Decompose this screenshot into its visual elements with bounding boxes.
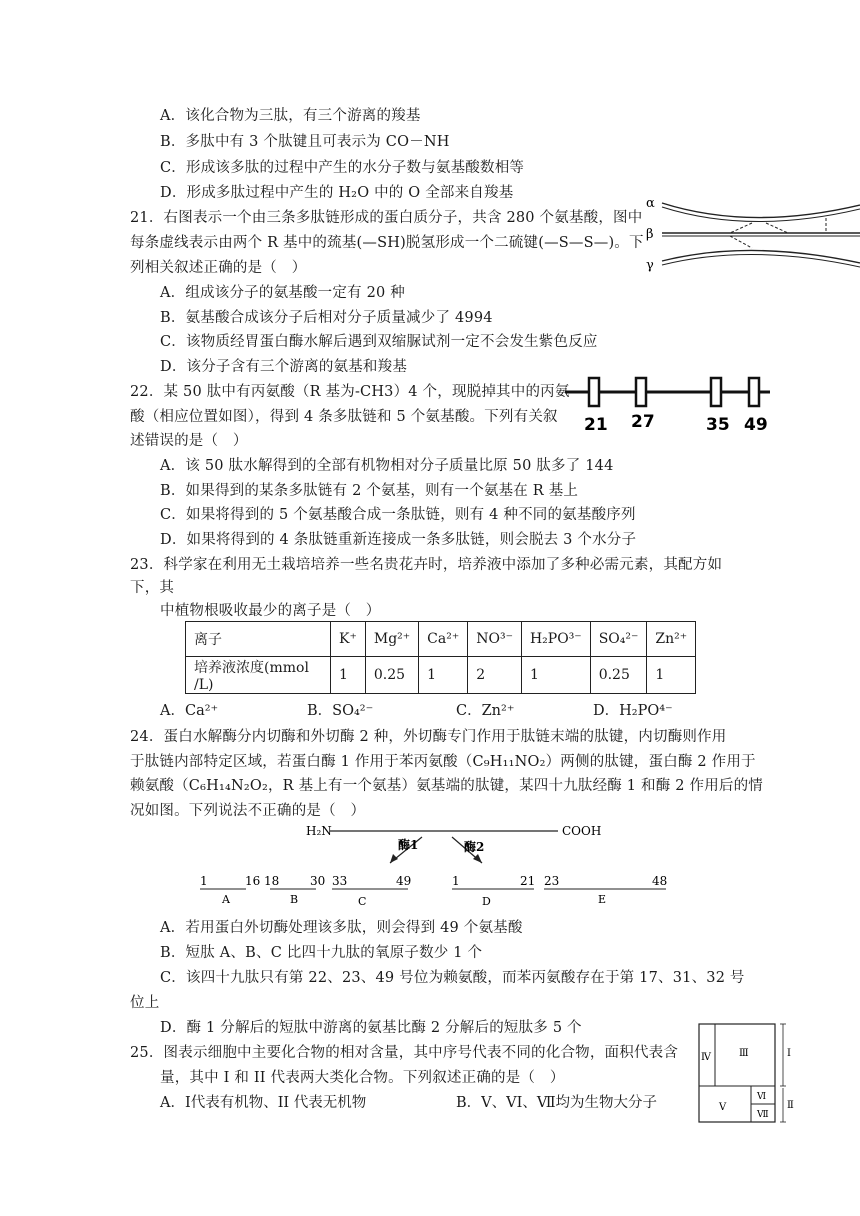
q24-stem-line-3: 赖氨酸（C₆H₁₄N₂O₂，R 基上有一个氨基）氨基端的肽键，某四十九肽经酶 1 和酶 2 作用后的情 — [130, 778, 763, 794]
ion-k: K⁺ — [331, 622, 366, 657]
alanine-position-figure — [565, 374, 775, 438]
position-35: 35 — [706, 415, 730, 435]
q23-stem-line-2: 下，其 — [130, 580, 175, 596]
beta-label: β — [646, 227, 654, 242]
c-terminus-label: COOH — [562, 824, 602, 838]
q22-option-b: B．如果得到的某条多肽链有 2 个氨基，则有一个氨基在 R 基上 — [160, 483, 579, 499]
table-row — [186, 622, 696, 657]
segment-d-start: 1 — [452, 874, 460, 888]
n-terminus-label: H₂N — [306, 824, 332, 838]
enzyme-cleavage-figure — [190, 823, 690, 909]
value-ca: 1 — [419, 657, 468, 694]
q20-option-d: D．形成多肽过程中产生的 H₂O 中的 O 全部来自羧基 — [160, 185, 514, 201]
q23-stem-line-1: 23．科学家在利用无土栽培培养一些名贵花卉时，培养液中添加了多种必需元素，其配方如 — [130, 557, 723, 573]
q25-option-b: B．V、VI、Ⅶ均为生物大分子 — [456, 1095, 658, 1111]
q22-stem-line-2: 酸（相应位置如图），得到 4 条多肽链和 5 个氨基酸。下列有关叙 — [130, 409, 558, 425]
position-27: 27 — [631, 412, 655, 432]
q21-stem-line-2: 每条虚线表示由两个 R 基中的巯基(—SH)脱氢形成一个二硫键(—S—S—)。下 — [130, 235, 644, 251]
q24-option-d: D．酶 1 分解后的短肽中游离的氨基比酶 2 分解后的短肽多 5 个 — [160, 1020, 582, 1036]
table-row — [186, 657, 696, 694]
q21-option-a: A．组成该分子的氨基酸一定有 20 种 — [160, 285, 405, 301]
q22-option-c: C．如果将得到的 5 个氨基酸合成一条肽链，则有 4 种不同的氨基酸序列 — [160, 507, 636, 523]
segment-c-name: C — [358, 895, 367, 908]
segment-b-name: B — [290, 893, 299, 906]
segment-b-start: 18 — [264, 874, 280, 888]
q23-option-d: D．H₂PO⁴⁻ — [593, 703, 673, 719]
value-mg: 0.25 — [365, 657, 418, 694]
q24-option-b: B．短肽 A、B、C 比四十九肽的氧原子数少 1 个 — [160, 945, 483, 961]
compound-area-figure — [697, 1022, 801, 1126]
label-ii: Ⅱ — [787, 1100, 794, 1111]
gamma-label: γ — [646, 258, 654, 273]
segment-e-start: 23 — [544, 874, 560, 888]
q21-option-d: D．该分子含有三个游离的氨基和羧基 — [160, 359, 408, 375]
q20-option-b: B．多肽中有 3 个肽键且可表示为 CO－NH — [160, 134, 450, 150]
q24-option-c-continued: 位上 — [130, 995, 160, 1011]
q24-stem-line-2: 于肽链内部特定区域，若蛋白酶 1 作用于苯丙氨酸（C₉H₁₁NO₂）两侧的肽键，蛋白酶 2 作用于 — [130, 754, 756, 770]
alpha-label: α — [646, 196, 655, 211]
segment-d-end: 21 — [520, 874, 536, 888]
q20-option-c: C．形成该多肽的过程中产生的水分子数与氨基酸数相等 — [160, 160, 525, 176]
q23-option-c: C．Zn²⁺ — [456, 703, 515, 719]
q25-stem-line-1: 25．图表示细胞中主要化合物的相对含量，其中序号代表不同的化合物，面积代表含 — [130, 1045, 679, 1061]
segment-e-end: 48 — [652, 874, 668, 888]
position-21: 21 — [584, 415, 608, 435]
ion-so4: SO₄²⁻ — [590, 622, 647, 657]
q21-stem-line-1: 21．右图表示一个由三条多肽链形成的蛋白质分子，共含 280 个氨基酸，图中 — [130, 210, 643, 226]
label-v: Ⅴ — [719, 1102, 727, 1113]
q21-option-c: C．该物质经胃蛋白酶水解后遇到双缩脲试剂一定不会发生紫色反应 — [160, 334, 598, 350]
q25-option-a: A．Ⅰ代表有机物、II 代表无机物 — [160, 1095, 367, 1111]
segment-b-end: 30 — [310, 874, 326, 888]
ion-ca: Ca²⁺ — [419, 622, 468, 657]
q25-stem-line-2: 量，其中 I 和 II 代表两大类化合物。下列叙述正确的是（ ） — [160, 1070, 565, 1086]
value-zn: 1 — [647, 657, 696, 694]
q23-option-a: A．Ca²⁺ — [160, 703, 219, 719]
segment-e-name: E — [598, 893, 607, 906]
q24-stem-line-4: 况如图。下列说法不正确的是（ ） — [130, 803, 366, 819]
enzyme-2-label: 酶2 — [464, 840, 485, 854]
segment-c-end: 49 — [396, 874, 412, 888]
q24-option-c: C．该四十九肽只有第 22、23、49 号位为赖氨酸，而苯丙氨酸存在于第 17、31、32 号 — [160, 970, 745, 986]
q22-stem-line-1: 22．某 50 肽中有丙氨酸（R 基为-CH3）4 个，现脱掉其中的丙氨 — [130, 384, 570, 400]
segment-d-name: D — [482, 895, 491, 908]
ion-mg: Mg²⁺ — [365, 622, 418, 657]
q22-stem-line-3: 述错误的是（ ） — [130, 433, 248, 449]
label-vii: Ⅶ — [757, 1110, 769, 1120]
q21-stem-line-3: 列相关叙述正确的是（ ） — [130, 260, 307, 276]
label-iv: Ⅳ — [701, 1052, 711, 1063]
q22-option-a: A．该 50 肽水解得到的全部有机物相对分子质量比原 50 肽多了 144 — [160, 458, 614, 474]
ion-zn: Zn²⁺ — [647, 622, 696, 657]
segment-a-name: A — [222, 893, 230, 906]
value-h2po3: 1 — [521, 657, 590, 694]
q22-option-d: D．如果将得到的 4 条肽链重新连接成一条多肽链，则会脱去 3 个水分子 — [160, 532, 637, 548]
enzyme-1-label: 酶1 — [398, 838, 419, 852]
q23-option-b: B．SO₄²⁻ — [307, 703, 374, 719]
segment-a-start: 1 — [200, 874, 208, 888]
ion-h2po3: H₂PO³⁻ — [521, 622, 590, 657]
value-so4: 0.25 — [590, 657, 647, 694]
protein-chains-figure — [640, 193, 860, 273]
value-no3: 2 — [468, 657, 522, 694]
segment-a-end: 16 — [245, 874, 261, 888]
q23-stem-line-3: 中植物根吸收最少的离子是（ ） — [160, 603, 381, 619]
ion-no3: NO³⁻ — [468, 622, 522, 657]
value-k: 1 — [331, 657, 366, 694]
table-row-label: 培养液浓度(mmol /L) — [186, 657, 331, 694]
q24-option-a: A．若用蛋白外切酶处理该多肽，则会得到 49 个氨基酸 — [160, 920, 523, 936]
q24-stem-line-1: 24．蛋白水解酶分内切酶和外切酶 2 种，外切酶专门作用于肽链末端的肽键，内切酶则作用 — [130, 729, 727, 745]
label-i: Ⅰ — [787, 1048, 791, 1059]
segment-c-start: 33 — [332, 874, 348, 888]
table-header-label: 离子 — [186, 622, 331, 657]
position-49: 49 — [744, 415, 768, 435]
nutrient-table — [185, 621, 696, 694]
q21-option-b: B．氨基酸合成该分子后相对分子质量减少了 4994 — [160, 310, 493, 326]
label-vi: Ⅵ — [757, 1092, 767, 1102]
label-iii: Ⅲ — [739, 1048, 749, 1059]
q20-option-a: A．该化合物为三肽，有三个游离的羧基 — [160, 108, 421, 124]
